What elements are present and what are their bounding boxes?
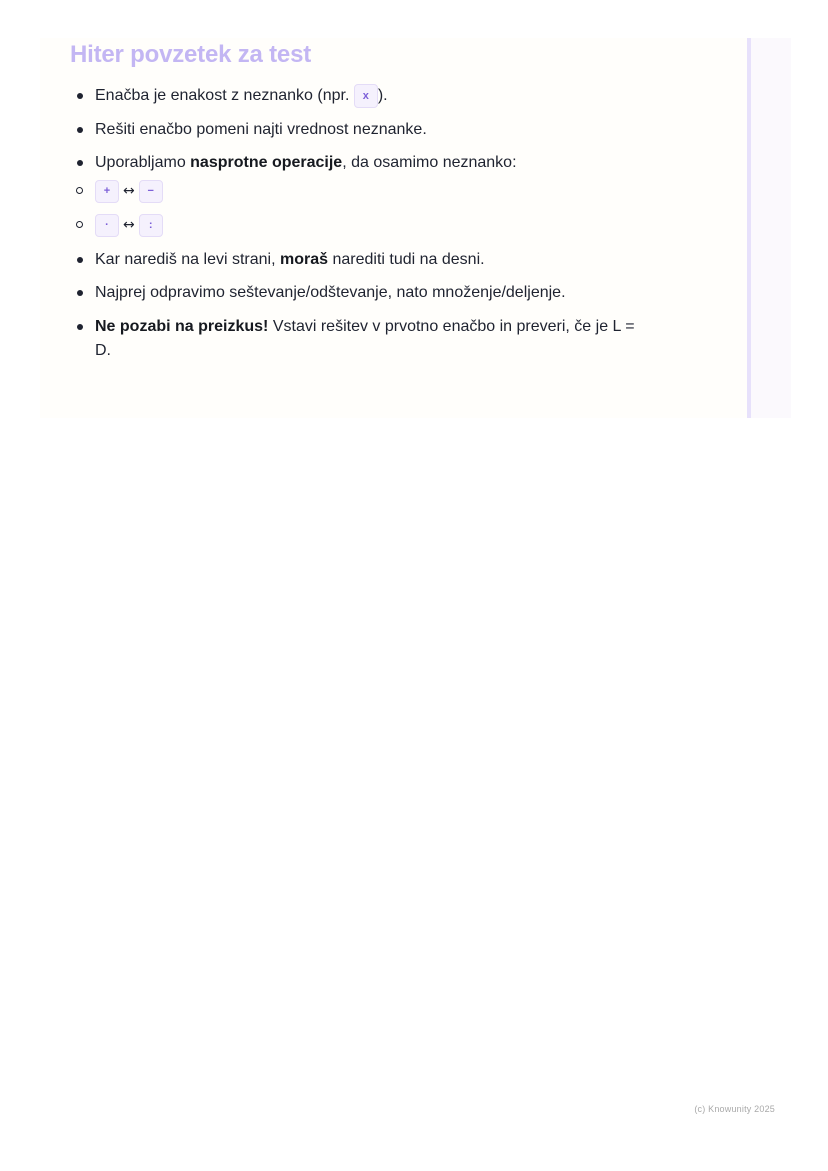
operation-pair-multiply-divide <box>95 212 635 238</box>
operation-pairs-list <box>95 178 635 238</box>
item-text: Uporabljamo <box>95 154 191 172</box>
operation-pair-add-subtract <box>95 178 635 204</box>
card-side-panel <box>751 38 791 418</box>
item-text-end: narediti tudi na desni. <box>328 250 485 268</box>
minus-chip: − <box>139 180 163 203</box>
plus-chip: + <box>95 180 119 203</box>
item-bold-text: Ne pozabi na preizkus! <box>95 317 269 335</box>
list-item-both-sides <box>95 248 635 272</box>
list-item-equation-definition <box>95 84 635 108</box>
item-text: Rešiti enačbo pomeni najti vrednost neznanke. <box>95 120 427 138</box>
variable-chip: x <box>354 84 378 108</box>
item-text-end: Vstavi rešitev v prvotno enačbo in preveri, če je L = D. <box>95 317 635 359</box>
item-bold-text: moraš <box>279 250 329 268</box>
multiply-chip: · <box>95 214 119 237</box>
item-text: Kar narediš na levi strani, <box>95 250 280 268</box>
list-item-order-of-operations <box>95 281 635 305</box>
left-right-arrow-icon: ↔ <box>123 217 135 234</box>
left-right-arrow-icon: ↔ <box>123 183 135 200</box>
item-text: Enačba je enakost z neznanko (npr. <box>95 87 354 105</box>
item-text-end: ). <box>377 87 388 105</box>
item-text: Najprej odpravimo seštevanje/odštevanje, nato množenje/deljenje. <box>95 284 566 302</box>
list-item-check-solution <box>95 315 635 363</box>
summary-list <box>95 84 635 363</box>
item-text-end: , da osamimo neznanko: <box>342 154 517 172</box>
list-item-inverse-operations <box>95 151 635 238</box>
item-bold-text: nasprotne operacije <box>190 154 343 172</box>
copyright-footer: (c) Knowunity 2025 <box>694 1104 775 1114</box>
page-title: Hiter povzetek za test <box>70 41 312 68</box>
divide-chip: : <box>139 214 163 237</box>
list-item-solving-meaning <box>95 118 635 142</box>
